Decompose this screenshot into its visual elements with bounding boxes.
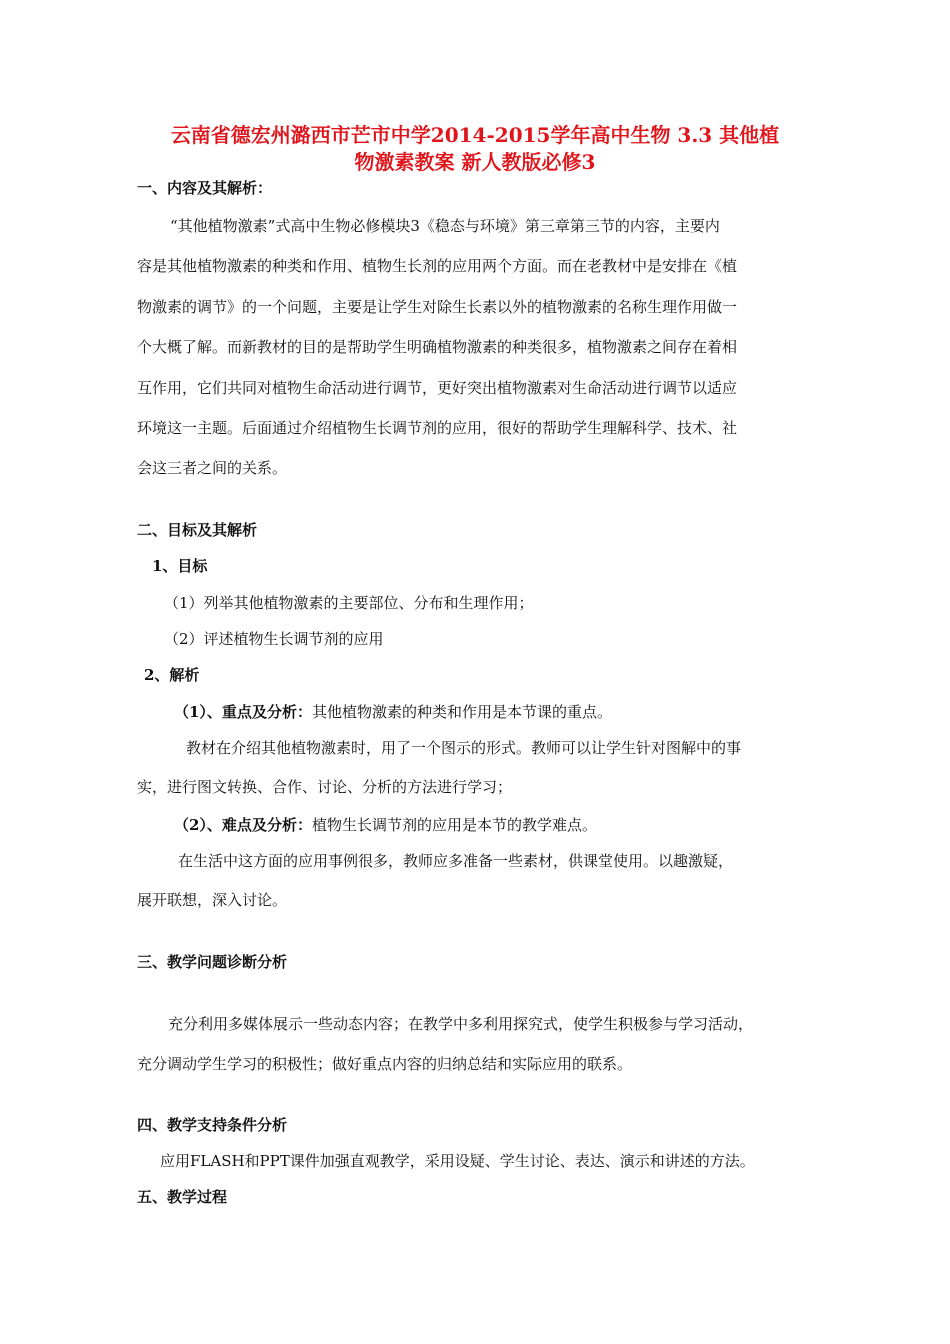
- goal-item-1: （1）列举其他植物激素的主要部位、分布和生理作用；: [164, 594, 534, 612]
- section-3-heading: 三、教学问题诊断分析: [137, 953, 288, 971]
- key-point-detail-1: 教材在介绍其他植物激素时，用了一个图示的形式。教师可以让学生针对图解中的事: [186, 739, 742, 757]
- section-3-line-2: 充分调动学生学习的积极性；做好重点内容的归纳总结和实际应用的联系。: [137, 1055, 633, 1073]
- key-point-detail-2: 实，进行图文转换、合作、讨论、分析的方法进行学习；: [137, 778, 513, 796]
- section-5-heading: 五、教学过程: [137, 1188, 228, 1206]
- section-1-heading: 一、内容及其解析：: [137, 179, 273, 197]
- goal-heading: 1、目标: [152, 557, 208, 575]
- section-4-line-1: 应用FLASH和PPT课件加强直观教学，采用设疑、学生讨论、表达、演示和讲述的方法。: [160, 1152, 755, 1170]
- difficulty-detail-2: 展开联想，深入讨论。: [137, 891, 288, 909]
- section-1-line-4: 个大概了解。而新教材的目的是帮助学生明确植物激素的种类很多，植物激素之间存在着相: [137, 338, 738, 356]
- section-1-line-5: 互作用，它们共同对植物生命活动进行调节，更好突出植物激素对生命活动进行调节以适应: [137, 379, 738, 397]
- key-point-line: [174, 702, 612, 722]
- key-point-text: 其他植物激素的种类和作用是本节课的重点。: [311, 703, 612, 721]
- section-1-line-7: 会这三者之间的关系。: [137, 459, 288, 477]
- section-1-line-3: 物激素的调节》的一个问题，主要是让学生对除生长素以外的植物激素的名称生理作用做一: [137, 298, 738, 316]
- section-1-line-6: 环境这一主题。后面通过介绍植物生长调节剂的应用，很好的帮助学生理解科学、技术、社: [137, 419, 738, 437]
- section-3-line-1: 充分利用多媒体展示一些动态内容；在教学中多利用探究式，使学生积极参与学习活动，: [168, 1015, 754, 1033]
- section-2-heading: 二、目标及其解析: [137, 521, 258, 539]
- key-point-label: （1）、重点及分析：: [174, 703, 312, 721]
- difficulty-line: [174, 815, 597, 835]
- section-4-heading: 四、教学支持条件分析: [137, 1116, 288, 1134]
- section-1-line-1: “其他植物激素”式高中生物必修模块3《稳态与环境》第三章第三节的内容，主要内: [170, 217, 720, 235]
- document-title-line-2: 物激素教案 新人教版必修3: [354, 150, 596, 174]
- difficulty-text: 植物生长调节剂的应用是本节的教学难点。: [311, 816, 597, 834]
- goal-item-2: （2）评述植物生长调节剂的应用: [164, 630, 384, 648]
- section-1-line-2: 容是其他植物激素的种类和作用、植物生长剂的应用两个方面。而在老教材中是安排在《植: [137, 257, 738, 275]
- difficulty-detail-1: 在生活中这方面的应用事例很多，教师应多准备一些素材，供课堂使用。以趣激疑，: [178, 852, 734, 870]
- analysis-heading: 2、解析: [144, 666, 200, 684]
- difficulty-label: （2）、难点及分析：: [174, 816, 312, 834]
- document-title-line-1: 云南省德宏州潞西市芒市中学2014-2015学年高中生物 3.3 其他植: [170, 123, 780, 147]
